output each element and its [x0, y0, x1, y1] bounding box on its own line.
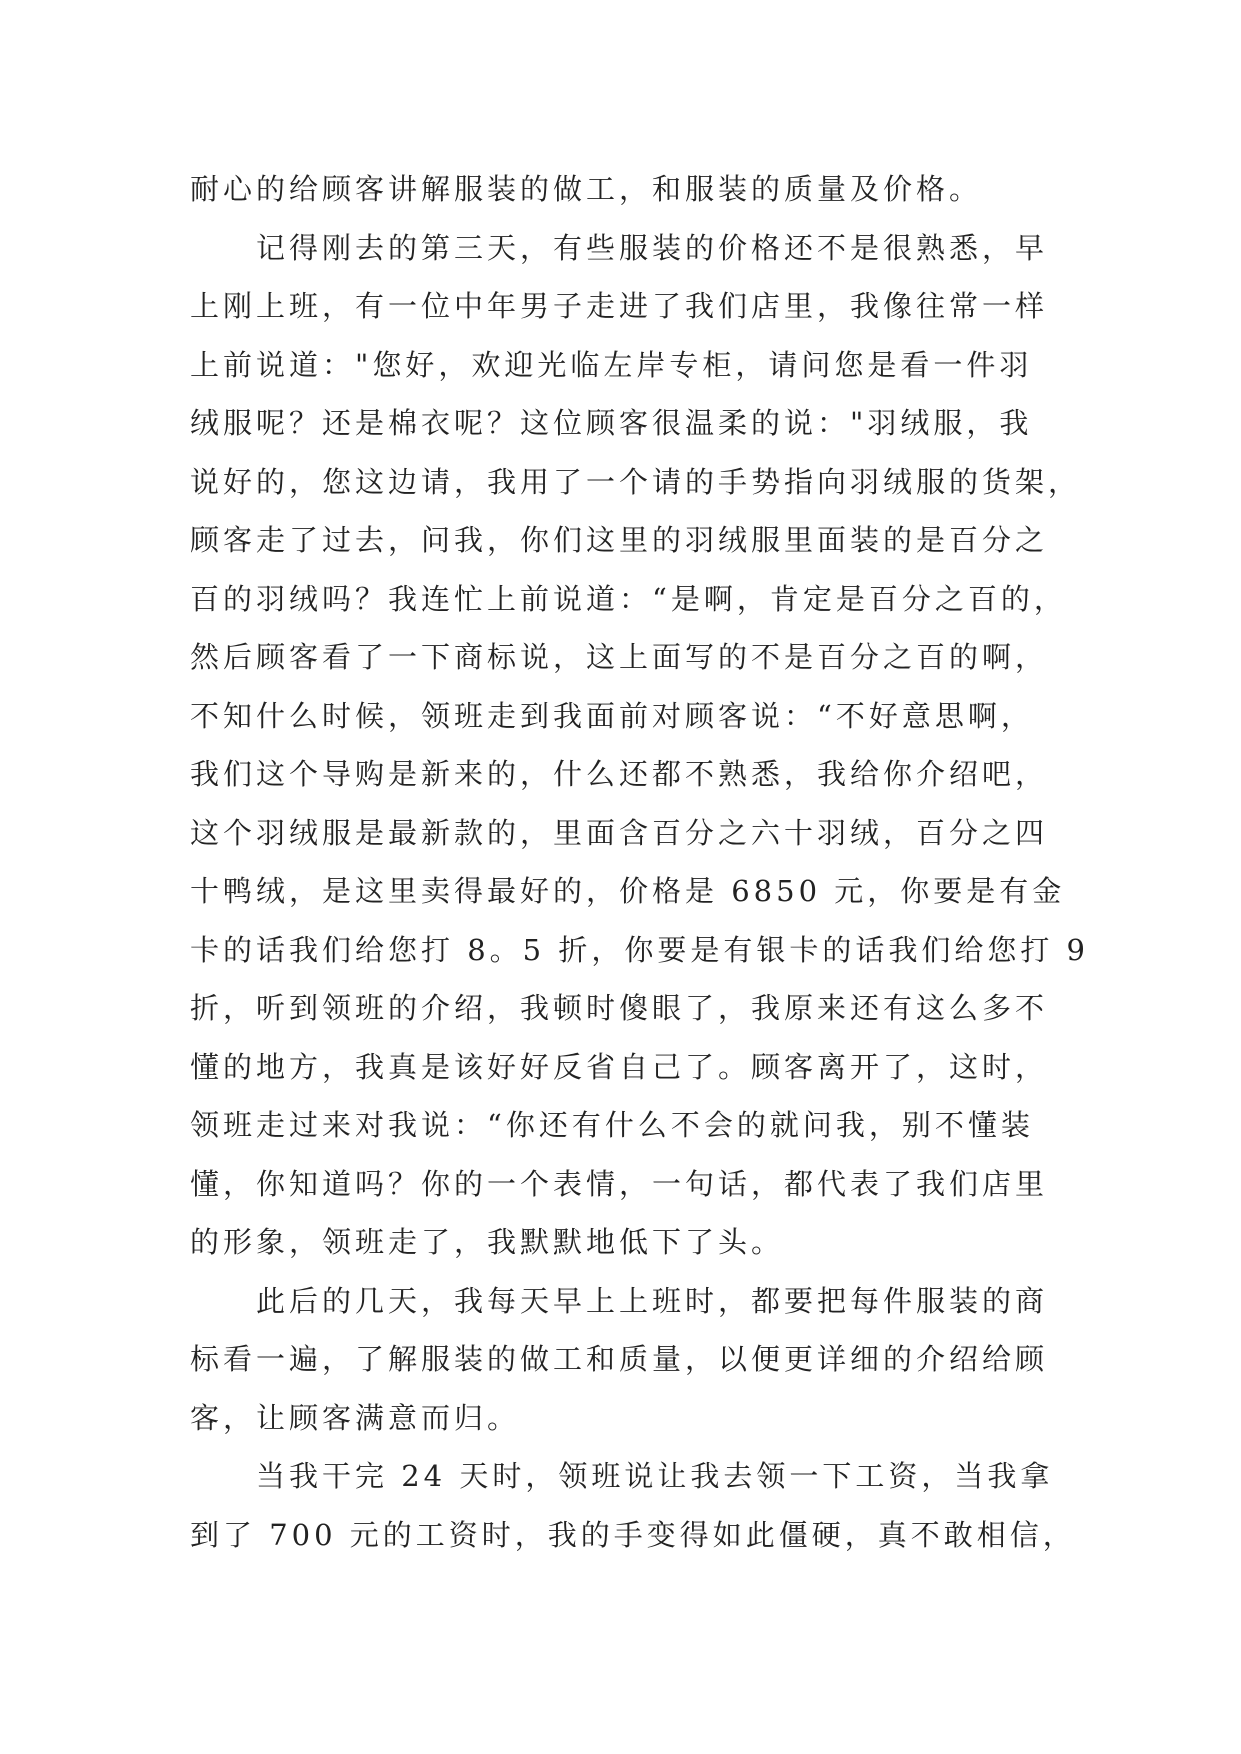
text-line: 这个羽绒服是最新款的，里面含百分之六十羽绒，百分之四: [190, 815, 1049, 850]
text-line: 百的羽绒吗？我连忙上前说道：“是啊，肯定是百分之百的，: [190, 581, 1067, 616]
text-line: 我们这个导购是新来的，什么还都不熟悉，我给你介绍吧，: [190, 757, 1049, 791]
text-line: 十鸭绒，是这里卖得最好的，价格是 6850 元，你要是有金: [190, 874, 1066, 908]
body-text: [190, 160, 1090, 1564]
paragraph-first-line: 此后的几天，我每天早上上班时，都要把每件服装的商: [256, 1283, 1049, 1318]
paragraph-first-line: 当我干完 24 天时，领班说让我去领一下工资，当我拿: [256, 1459, 1054, 1493]
text-line: 绒服呢？还是棉衣呢？这位顾客很温柔的说："羽绒服，我: [190, 406, 1033, 440]
text-line: 的形象，领班走了，我默默地低下了头。: [190, 1225, 785, 1259]
text-line: 折，听到领班的介绍，我顿时傻眼了，我原来还有这么多不: [190, 991, 1049, 1025]
text-line: 然后顾客看了一下商标说，这上面写的不是百分之百的啊，: [190, 640, 1049, 674]
text-line: 顾客走了过去，问我，你们这里的羽绒服里面装的是百分之: [190, 523, 1049, 557]
text-line: 上刚上班，有一位中年男子走进了我们店里，我像往常一样: [190, 289, 1049, 323]
text-line: 标看一遍，了解服装的做工和质量，以便更详细的介绍给顾: [190, 1342, 1049, 1376]
text-line: 到了 700 元的工资时，我的手变得如此僵硬，真不敢相信，: [190, 1517, 1076, 1552]
text-line: 上前说道："您好，欢迎光临左岸专柜，请问您是看一件羽: [190, 347, 1033, 382]
text-line: 领班走过来对我说：“你还有什么不会的就问我，别不懂装: [190, 1108, 1034, 1142]
text-line: 不知什么时候，领班走到我面前对顾客说：“不好意思啊，: [190, 698, 1034, 733]
paragraph-first-line: 记得刚去的第三天，有些服装的价格还不是很熟悉，早: [256, 230, 1049, 265]
text-line: 卡的话我们给您打 8。5 折，你要是有银卡的话我们给您打 9: [190, 932, 1090, 967]
text-line: 懂，你知道吗？你的一个表情，一句话，都代表了我们店里: [190, 1166, 1049, 1201]
text-line: 客，让顾客满意而归。: [190, 1400, 521, 1435]
text-line: 懂的地方，我真是该好好反省自己了。顾客离开了，这时，: [190, 1049, 1049, 1084]
text-line: 耐心的给顾客讲解服装的做工，和服装的质量及价格。: [190, 172, 983, 206]
text-line: 说好的，您这边请，我用了一个请的手势指向羽绒服的货架，: [190, 464, 1082, 499]
